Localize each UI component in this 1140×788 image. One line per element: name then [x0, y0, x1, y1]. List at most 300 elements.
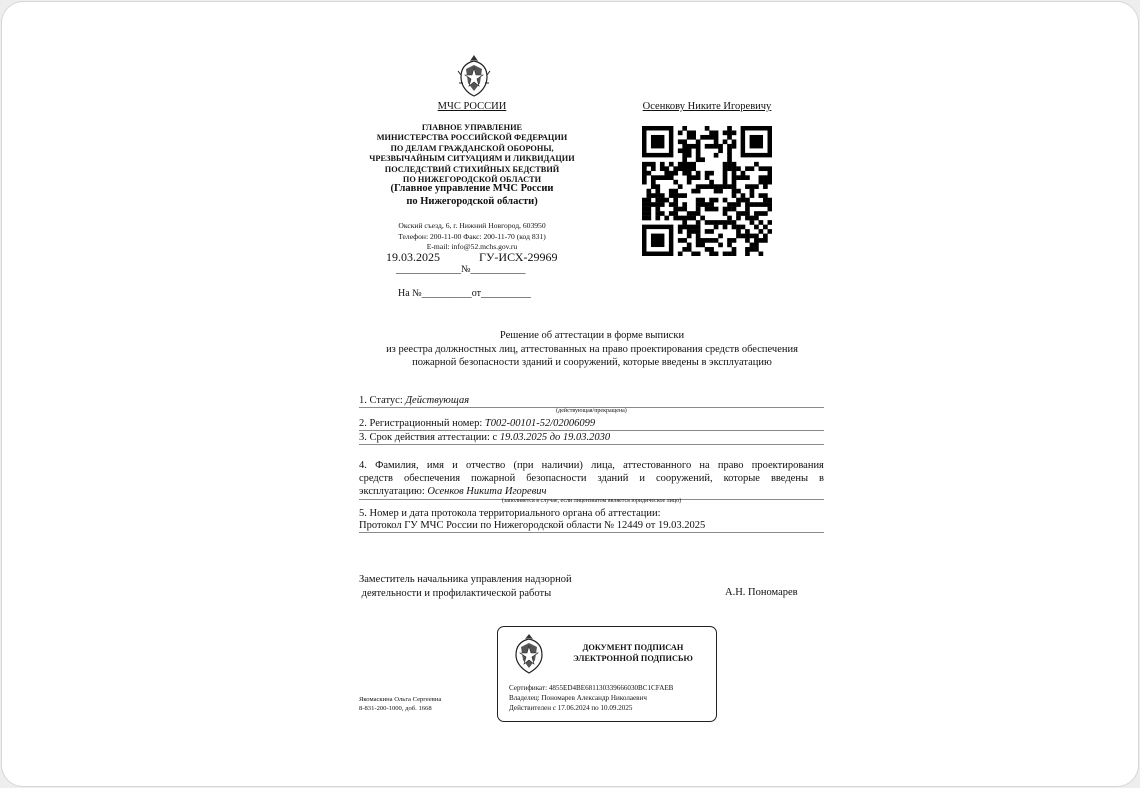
qr-module	[727, 130, 732, 135]
qr-module	[691, 166, 696, 171]
qr-module	[754, 247, 759, 252]
qr-module	[655, 198, 660, 203]
qr-module	[664, 198, 669, 203]
protocol-value: Протокол ГУ МЧС России по Нижегородской области № 12449 от 19.03.2025	[359, 519, 824, 533]
qr-module	[754, 184, 759, 189]
qr-module	[655, 175, 660, 180]
decision-title	[342, 329, 842, 370]
qr-module	[723, 162, 728, 167]
qr-module	[714, 184, 719, 189]
qr-module	[678, 166, 683, 171]
department-line: ГЛАВНОЕ УПРАВЛЕНИЕ	[421, 123, 523, 132]
qr-module	[696, 148, 701, 153]
qr-module	[732, 252, 737, 256]
qr-module	[732, 166, 737, 171]
qr-module	[651, 202, 656, 207]
person-text-line	[359, 459, 824, 472]
qr-module	[709, 184, 714, 189]
word: зданий	[597, 473, 629, 485]
qr-module	[673, 171, 678, 176]
qr-module	[745, 184, 750, 189]
qr-module	[642, 216, 647, 221]
qr-module	[705, 171, 710, 176]
signer-position-line: Заместитель начальника управления надзорной	[359, 574, 572, 585]
qr-module	[655, 193, 660, 198]
word: средств	[359, 473, 393, 485]
term-field	[359, 431, 824, 445]
qr-module	[732, 220, 737, 225]
qr-module	[669, 193, 674, 198]
qr-module	[700, 198, 705, 203]
blank-number-line: _____________№___________	[396, 264, 526, 275]
qr-module	[651, 180, 656, 185]
qr-module	[691, 229, 696, 234]
qr-module	[646, 189, 651, 194]
qr-module	[750, 216, 755, 221]
department-line: ПО ДЕЛАМ ГРАЖДАНСКОЙ ОБОРОНЫ,	[390, 143, 554, 153]
qr-module	[736, 225, 741, 230]
qr-module	[727, 216, 732, 221]
qr-module	[745, 252, 750, 256]
qr-module	[750, 189, 755, 194]
word: имя	[426, 460, 444, 471]
qr-module	[727, 238, 732, 243]
qr-module	[664, 175, 669, 180]
qr-module	[691, 252, 696, 256]
qr-module	[732, 175, 737, 180]
qr-module	[732, 189, 737, 194]
executor-info	[359, 695, 441, 713]
qr-module	[682, 148, 687, 153]
qr-module	[642, 162, 647, 167]
qr-module	[759, 238, 764, 243]
qr-module	[709, 247, 714, 252]
person-caption: (заполняется в случае, если лицензиатом является юридическое лицо)	[501, 498, 682, 504]
qr-module	[763, 184, 768, 189]
word: 4.	[359, 460, 367, 471]
qr-module	[682, 144, 687, 149]
qr-module	[687, 153, 692, 158]
qr-module	[723, 139, 728, 144]
word: право	[717, 460, 744, 471]
qr-module	[750, 220, 755, 225]
qr-module	[696, 157, 701, 162]
qr-module	[714, 220, 719, 225]
qr-module	[718, 148, 723, 153]
word: пожарной	[471, 473, 516, 485]
department-short-name	[357, 182, 587, 208]
qr-module	[759, 252, 764, 256]
qr-module	[754, 225, 759, 230]
qr-module	[700, 157, 705, 162]
recipient-name: Осенкову Никите Игоревичу	[642, 101, 772, 112]
qr-module	[660, 175, 665, 180]
qr-module	[687, 162, 692, 167]
qr-module	[727, 126, 732, 131]
qr-module	[759, 175, 764, 180]
qr-module	[768, 202, 772, 207]
qr-module	[687, 225, 692, 230]
qr-module	[682, 225, 687, 230]
qr-module	[700, 238, 705, 243]
qr-module	[763, 180, 768, 185]
qr-module	[745, 175, 750, 180]
qr-module	[687, 211, 692, 216]
qr-module	[696, 243, 701, 248]
qr-module	[736, 234, 741, 239]
qr-module	[673, 198, 678, 203]
decision-title-line: пожарной безопасности зданий и сооружений, которые введены в эксплуатацию	[412, 357, 772, 368]
qr-module	[700, 243, 705, 248]
qr-module	[664, 171, 669, 176]
qr-module	[727, 252, 732, 256]
qr-module	[687, 171, 692, 176]
term-label: 3. Срок действия аттестации: с	[359, 432, 498, 443]
qr-module	[664, 166, 669, 171]
qr-module	[678, 193, 683, 198]
qr-module	[705, 207, 710, 212]
qr-module	[714, 225, 719, 230]
qr-module	[723, 180, 728, 185]
email-line: E-mail: info@52.mchs.gov.ru	[426, 242, 518, 251]
qr-module	[759, 211, 764, 216]
word: безопасности	[526, 473, 587, 485]
qr-module	[718, 184, 723, 189]
qr-module	[732, 139, 737, 144]
qr-module	[745, 238, 750, 243]
qr-module	[727, 184, 732, 189]
qr-module	[673, 216, 678, 221]
department-name	[357, 123, 587, 185]
qr-module	[741, 225, 746, 230]
qr-module	[682, 166, 687, 171]
qr-module	[705, 184, 710, 189]
qr-module	[687, 144, 692, 149]
qr-module	[723, 198, 728, 203]
qr-module	[669, 162, 674, 167]
qr-module	[709, 171, 714, 176]
executor-name: Якомаскина Ольга Сергеевна	[359, 696, 442, 703]
qr-module	[709, 180, 714, 185]
qr-module	[754, 216, 759, 221]
qr-module	[732, 144, 737, 149]
qr-module	[682, 216, 687, 221]
qr-module	[646, 193, 651, 198]
qr-module	[709, 130, 714, 135]
qr-module	[642, 180, 647, 185]
qr-module	[696, 202, 701, 207]
qr-module	[754, 211, 759, 216]
qr-module	[696, 184, 701, 189]
qr-module	[750, 184, 755, 189]
qr-module	[763, 211, 768, 216]
qr-module	[655, 202, 660, 207]
qr-module	[732, 202, 737, 207]
status-label: 1. Статус:	[359, 395, 403, 406]
qr-module	[682, 126, 687, 131]
mchs-emblem-icon	[457, 53, 491, 99]
word: (при	[513, 460, 534, 471]
qr-module	[736, 189, 741, 194]
qr-module	[714, 153, 719, 158]
qr-module	[741, 171, 746, 176]
qr-module	[678, 162, 683, 167]
qr-finder-pattern	[651, 234, 664, 247]
qr-module	[732, 184, 737, 189]
qr-module	[642, 207, 647, 212]
qr-module	[750, 202, 755, 207]
qr-module	[759, 180, 764, 185]
qr-module	[714, 135, 719, 140]
qr-module	[696, 225, 701, 230]
qr-module	[646, 207, 651, 212]
qr-module	[682, 162, 687, 167]
qr-module	[768, 175, 772, 180]
qr-module	[768, 198, 772, 203]
qr-module	[678, 238, 683, 243]
qr-module	[741, 193, 746, 198]
qr-module	[678, 207, 683, 212]
qr-module	[682, 153, 687, 158]
qr-module	[745, 207, 750, 212]
decision-title-line: из реестра должностных лиц, аттестованных на право проектирования средств обеспечения	[386, 343, 798, 355]
qr-module	[646, 216, 651, 221]
qr-module	[673, 207, 678, 212]
qr-module	[736, 175, 741, 180]
qr-module	[696, 234, 701, 239]
qr-module	[736, 211, 741, 216]
qr-module	[732, 162, 737, 167]
qr-module	[655, 184, 660, 189]
qr-module	[759, 229, 764, 234]
word: аттестованного	[623, 460, 692, 471]
qr-module	[678, 252, 683, 256]
qr-module	[736, 216, 741, 221]
qr-module	[750, 166, 755, 171]
qr-module	[718, 243, 723, 248]
qr-module	[696, 171, 701, 176]
qr-module	[691, 130, 696, 135]
qr-module	[705, 220, 710, 225]
word: лица,	[591, 460, 615, 471]
phone-fax-line: Телефон: 200-11-00 Факс: 200-11-70 (код 831)	[398, 231, 546, 241]
qr-module	[745, 229, 750, 234]
qr-module	[768, 220, 772, 225]
qr-module	[682, 193, 687, 198]
qr-module	[687, 130, 692, 135]
qr-module	[727, 207, 732, 212]
status-value: Действующая	[405, 395, 470, 406]
qr-module	[709, 207, 714, 212]
qr-module	[700, 216, 705, 221]
qr-module	[723, 130, 728, 135]
qr-module	[736, 166, 741, 171]
qr-module	[718, 234, 723, 239]
word: введены	[770, 473, 809, 485]
qr-module	[696, 220, 701, 225]
qr-module	[723, 184, 728, 189]
word: Фамилия,	[375, 460, 419, 471]
qr-module	[705, 126, 710, 131]
qr-module	[651, 184, 656, 189]
executor-phone: 8-831-200-1000, доб. 1668	[359, 705, 432, 712]
qr-module	[709, 220, 714, 225]
qr-module	[696, 211, 701, 216]
qr-module	[660, 202, 665, 207]
qr-module	[651, 193, 656, 198]
qr-module	[673, 193, 678, 198]
qr-module	[642, 175, 647, 180]
blank-reply-line: На №__________от__________	[398, 288, 531, 299]
stamp-details	[509, 683, 673, 713]
department-line: ПОСЛЕДСТВИЙ СТИХИЙНЫХ БЕДСТВИЙ	[384, 164, 560, 174]
qr-module	[687, 247, 692, 252]
qr-module	[714, 130, 719, 135]
qr-module	[705, 238, 710, 243]
qr-module	[727, 135, 732, 140]
qr-module	[723, 211, 728, 216]
status-caption: (действующая/прекращена)	[556, 408, 627, 414]
qr-module	[691, 175, 696, 180]
qr-module	[673, 202, 678, 207]
qr-module	[678, 184, 683, 189]
qr-module	[696, 139, 701, 144]
qr-module	[678, 130, 683, 135]
qr-module	[673, 189, 678, 194]
signer-position	[359, 573, 572, 600]
qr-module	[741, 234, 746, 239]
qr-module	[718, 189, 723, 194]
word: проектирования	[751, 460, 824, 471]
qr-module	[673, 211, 678, 216]
qr-module	[759, 166, 764, 171]
qr-module	[727, 243, 732, 248]
registration-label: 2. Регистрационный номер:	[359, 418, 483, 429]
qr-module	[705, 175, 710, 180]
qr-module	[691, 225, 696, 230]
qr-module	[763, 198, 768, 203]
qr-module	[687, 175, 692, 180]
qr-module	[673, 166, 678, 171]
certificate-number: Сертификат: 4855ED4BE681130339666030BC1CFAEB	[509, 684, 674, 692]
qr-module	[682, 202, 687, 207]
qr-module	[687, 166, 692, 171]
qr-module	[723, 225, 728, 230]
qr-module	[723, 207, 728, 212]
qr-module	[691, 162, 696, 167]
qr-module	[651, 175, 656, 180]
person-label: эксплуатацию:	[359, 486, 425, 498]
qr-module	[741, 198, 746, 203]
qr-module	[723, 175, 728, 180]
qr-module	[714, 252, 719, 256]
qr-module	[709, 144, 714, 149]
qr-module	[705, 144, 710, 149]
qr-module	[696, 153, 701, 158]
qr-module	[754, 234, 759, 239]
qr-module	[709, 202, 714, 207]
qr-module	[687, 243, 692, 248]
qr-module	[714, 198, 719, 203]
qr-module	[714, 144, 719, 149]
term-value: 19.03.2025 до 19.03.2030	[499, 432, 611, 443]
qr-module	[727, 166, 732, 171]
qr-module	[651, 166, 656, 171]
qr-module	[750, 243, 755, 248]
stamp-title	[554, 642, 712, 664]
qr-finder-pattern	[750, 135, 763, 148]
qr-module	[709, 229, 714, 234]
word: в	[819, 473, 824, 485]
qr-module	[705, 247, 710, 252]
qr-module	[727, 220, 732, 225]
mchs-emblem-icon	[512, 633, 546, 675]
qr-module	[745, 198, 750, 203]
word: наличии)	[541, 460, 583, 471]
qr-module	[768, 229, 772, 234]
qr-module	[669, 202, 674, 207]
qr-module	[768, 171, 772, 176]
qr-module	[660, 198, 665, 203]
qr-module	[732, 130, 737, 135]
qr-module	[682, 220, 687, 225]
qr-module	[754, 202, 759, 207]
qr-module	[714, 189, 719, 194]
qr-module	[763, 238, 768, 243]
department-line: МИНИСТЕРСТВА РОССИЙСКОЙ ФЕДЕРАЦИИ	[376, 133, 568, 143]
qr-module	[691, 144, 696, 149]
qr-module	[655, 211, 660, 216]
qr-module	[723, 171, 728, 176]
qr-module	[682, 139, 687, 144]
qr-module	[687, 234, 692, 239]
qr-module	[682, 238, 687, 243]
qr-module	[682, 157, 687, 162]
qr-module	[718, 144, 723, 149]
qr-module	[763, 234, 768, 239]
qr-module	[660, 193, 665, 198]
qr-module	[763, 202, 768, 207]
registration-value: Т002-00101-52/02006099	[484, 418, 596, 429]
qr-module	[673, 180, 678, 185]
qr-module	[736, 202, 741, 207]
qr-module	[696, 198, 701, 203]
qr-module	[705, 135, 710, 140]
decision-title-line: Решение об аттестации в форме выписки	[499, 330, 685, 341]
qr-module	[709, 198, 714, 203]
qr-module	[696, 229, 701, 234]
qr-module	[669, 171, 674, 176]
certificate-owner: Владелец: Пономарев Александр Николаевич	[509, 694, 647, 702]
word: на	[699, 460, 710, 471]
qr-module	[696, 252, 701, 256]
qr-module	[678, 148, 683, 153]
qr-module	[705, 229, 710, 234]
qr-module	[687, 180, 692, 185]
qr-module	[682, 207, 687, 212]
qr-module	[723, 166, 728, 171]
qr-module	[696, 238, 701, 243]
qr-module	[696, 144, 701, 149]
qr-module	[687, 216, 692, 221]
qr-module	[763, 193, 768, 198]
qr-module	[642, 166, 647, 171]
qr-module	[714, 238, 719, 243]
qr-module	[709, 135, 714, 140]
qr-module	[669, 175, 674, 180]
qr-module	[700, 184, 705, 189]
person-value: Осенков Никита Игоревич	[427, 486, 547, 498]
